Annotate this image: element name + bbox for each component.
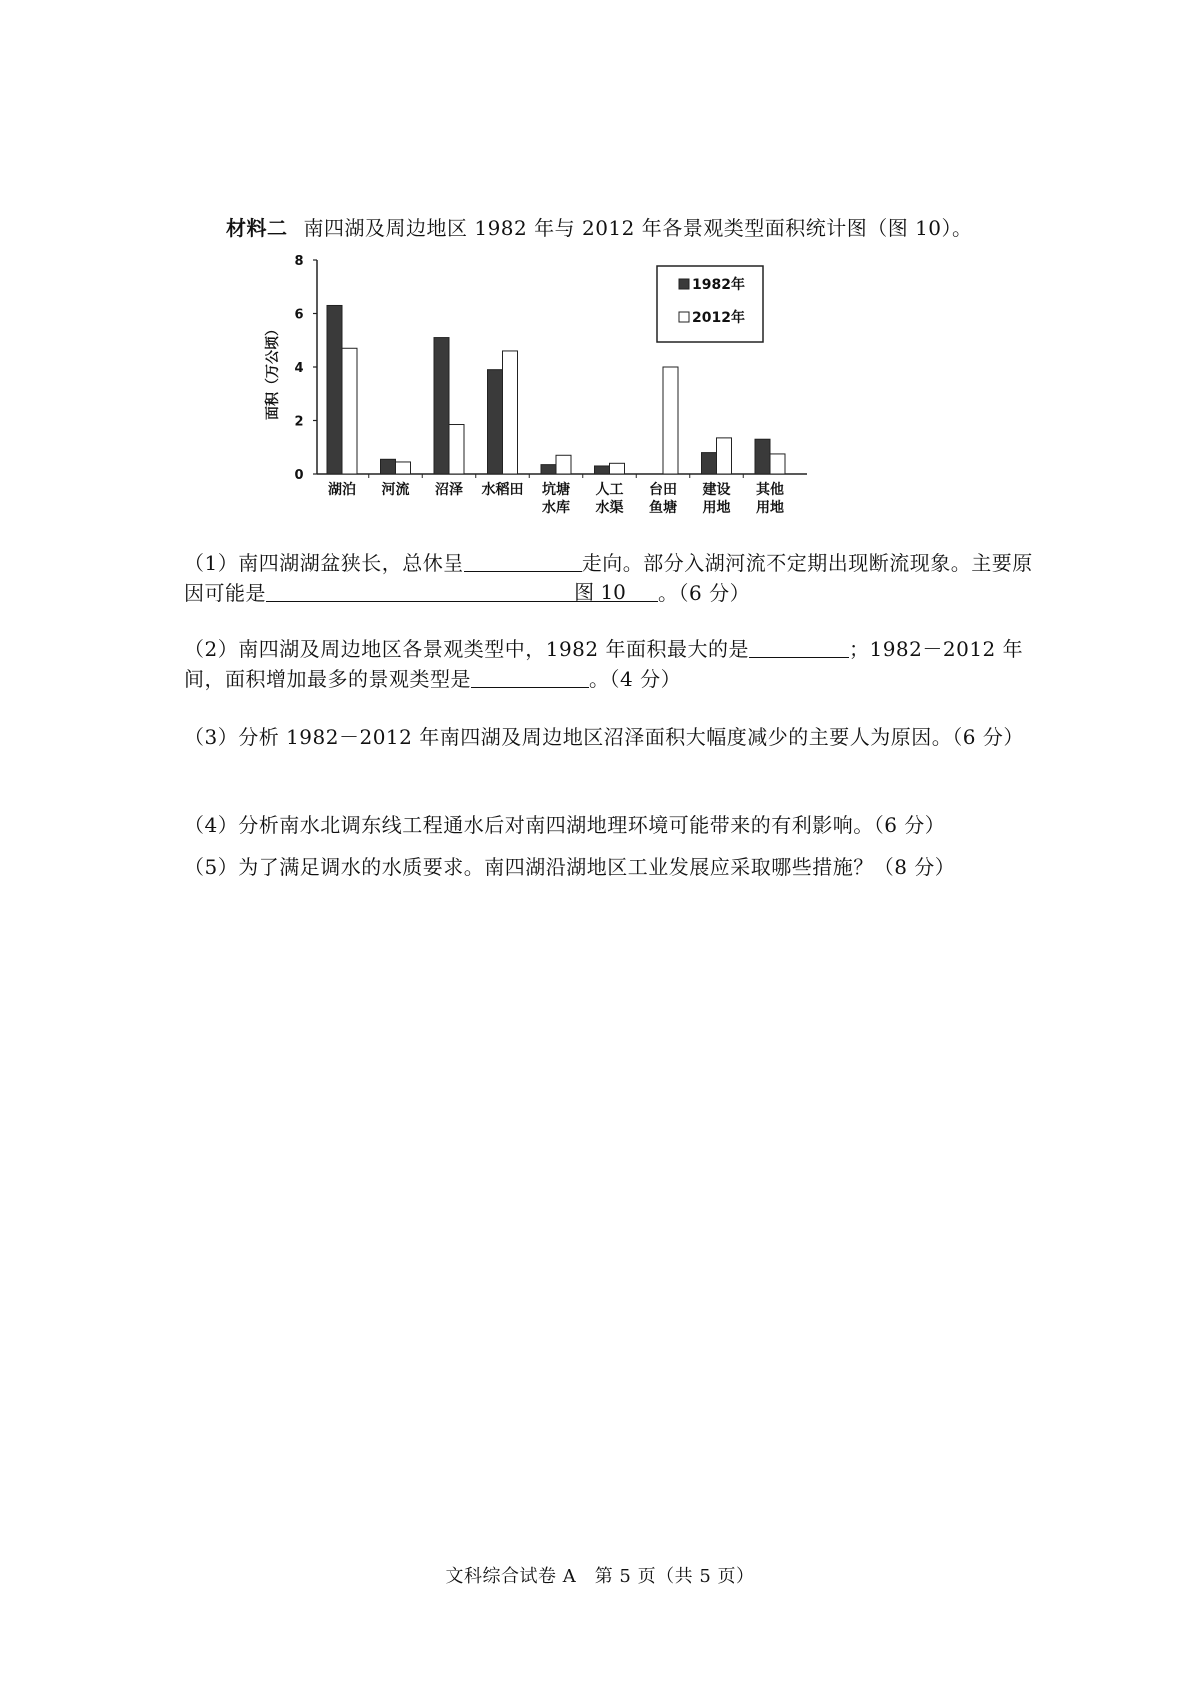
bar-1982 <box>541 465 556 474</box>
answer-blank <box>749 639 849 658</box>
x-tick-label: 水稻田 <box>481 482 524 498</box>
question-3 <box>184 722 1044 752</box>
bar-1982 <box>381 459 396 474</box>
bar-1982 <box>755 439 770 474</box>
y-tick-label: 8 <box>294 254 304 269</box>
x-tick-label: 台田 <box>649 482 677 498</box>
question-text: （3）分析 1982－2012 年南四湖及周边地区沼泽面积大幅度减少的主要人为原因。（6 分） <box>184 725 1024 749</box>
bar-1982 <box>488 370 503 474</box>
x-tick-label: 鱼塘 <box>649 500 677 516</box>
question-text: （5）为了满足调水的水质要求。南四湖沿湖地区工业发展应采取哪些措施？（8 分） <box>184 855 956 879</box>
legend-label: 1982年 <box>692 277 745 293</box>
x-tick-label: 河流 <box>381 482 410 498</box>
bar-2012 <box>717 438 732 474</box>
bar-2012 <box>503 351 518 474</box>
question-text: 。（6 分） <box>658 581 751 605</box>
bar-1982 <box>327 305 342 474</box>
bar-1982 <box>595 466 610 474</box>
x-tick-label: 水渠 <box>595 500 624 516</box>
material-tag: 材料二 <box>226 216 288 240</box>
y-axis-label: 面积（万公顷） <box>265 322 281 420</box>
question-text: 。（4 分） <box>589 667 682 691</box>
x-tick-label: 坑塘 <box>542 482 570 498</box>
x-tick-label: 用地 <box>756 500 784 516</box>
question-text: ；1982－2012 年间，面积增加最多的景观类型是 <box>184 637 1024 691</box>
legend-label: 2012年 <box>692 310 745 326</box>
bar-2012 <box>663 367 678 474</box>
bar-2012 <box>556 455 571 474</box>
y-tick-label: 6 <box>294 307 304 323</box>
question-4 <box>184 810 1044 840</box>
bar-chart <box>265 254 905 582</box>
y-tick-label: 2 <box>294 414 304 430</box>
x-tick-label: 建设 <box>702 482 731 498</box>
bar-1982 <box>434 338 449 474</box>
bar-2012 <box>449 425 464 474</box>
bar-2012 <box>770 454 785 474</box>
legend-swatch <box>679 279 689 289</box>
material-text: 南四湖及周边地区 1982 年与 2012 年各景观类型面积统计图（图 10）。 <box>303 216 973 240</box>
material-heading <box>226 212 973 241</box>
legend-swatch <box>679 312 689 322</box>
question-text: 走向。部分入湖河流不定期出现断流现象。主要原因可能是 <box>184 551 1033 605</box>
y-tick-label: 4 <box>294 361 304 376</box>
bar-1982 <box>702 453 717 474</box>
x-tick-label: 用地 <box>702 500 731 516</box>
y-tick-label: 0 <box>294 468 304 483</box>
chart-svg <box>265 254 905 582</box>
question-5 <box>184 852 1044 882</box>
question-2 <box>184 634 1044 694</box>
question-text: （1）南四湖湖盆狭长，总休呈 <box>184 551 464 575</box>
bar-2012 <box>610 463 625 474</box>
answer-blank <box>266 583 658 602</box>
question-text: （4）分析南水北调东线工程通水后对南四湖地理环境可能带来的有利影响。（6 分） <box>184 813 946 837</box>
x-tick-label: 其他 <box>756 482 784 498</box>
x-tick-label: 湖泊 <box>328 482 356 498</box>
answer-blank <box>471 669 589 688</box>
x-tick-label: 水库 <box>542 500 570 516</box>
x-tick-label: 沼泽 <box>435 482 463 498</box>
question-1 <box>184 548 1044 608</box>
page-footer: 文科综合试卷 A 第 5 页（共 5 页） <box>445 1566 755 1587</box>
answer-blank <box>464 553 582 572</box>
figure-caption: 图 10 <box>574 580 626 604</box>
x-tick-label: 人工 <box>595 482 624 498</box>
bar-2012 <box>396 462 411 474</box>
bar-2012 <box>342 348 357 474</box>
question-text: （2）南四湖及周边地区各景观类型中，1982 年面积最大的是 <box>184 637 749 661</box>
